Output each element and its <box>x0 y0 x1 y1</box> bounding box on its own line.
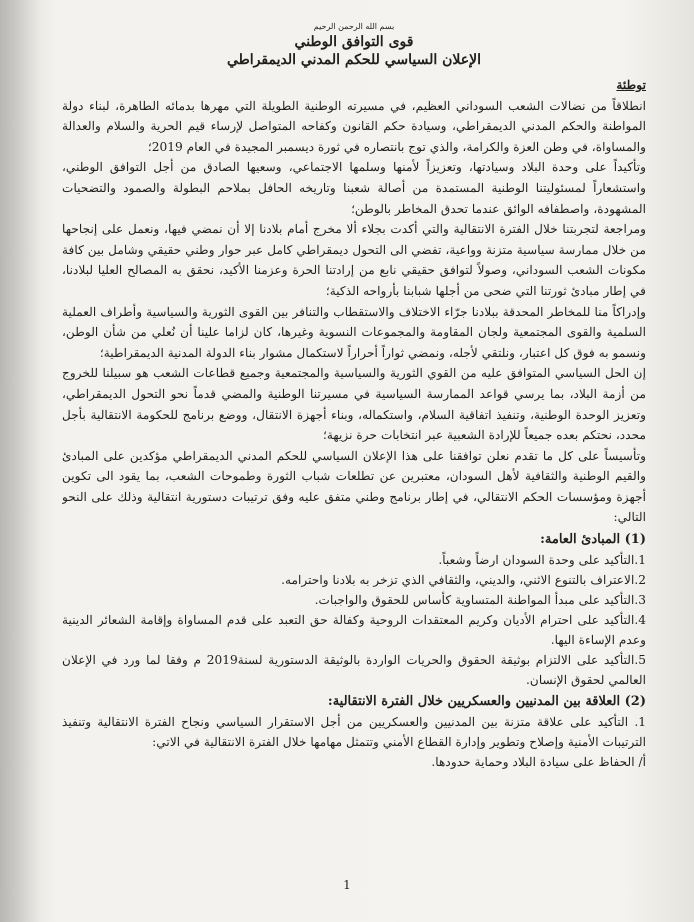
paragraph-4: وإدراكاً منا للمخاطر المحدقة ببلادنا جرّاء الاختلاف والاستقطاب والتنافر بين القوى الثورية والسياسية وأطراف العملية السلمية والقوى المجتمعية ولجان المقاومة والمجموعات النسوية وغيرها، كان لزاما علينا أن نُعلي من شأن الوطن، ونسمو به فوق كل اعتبار، ونلتقي لأجله، ونمضي ثواراً أحراراً لاستكمال مشوار بناء الدولة المدنية الديمقراطية؛ <box>62 304 646 360</box>
basmala: بسم الله الرحمن الرحيم <box>313 22 395 31</box>
document-title: قوى التوافق الوطني <box>294 34 414 50</box>
section-2-item: أ/ الحفاظ على سيادة البلاد وحماية حدودها. <box>431 755 646 770</box>
intro-label: توطئة <box>616 78 646 92</box>
section-1-item: 5.التأكيد على الالتزام بوثيقة الحقوق والحريات الواردة بالوثيقة الدستورية لسنة2019 م وفقا لما ورد في الإعلان العالمي لحقوق الإنسان. <box>62 653 646 688</box>
paragraph-3: ومراجعة لتجربتنا خلال الفترة الانتقالية والتي أكدت بجلاء ألا مخرج أمام بلادنا إلا أن نمضي فيها، ونعمل على إنجاحها من خلال ممارسة سياسية متزنة وواعية، تفضي الى التحول ديمقراطي كامل عبر حوار وطني حقيقي وشامل بين كافة مكونات الشعب السوداني، وصولاً لتوافق حقيقي نابع من إرادتنا الحرة وعزمنا الأكيد، نحقق به المصالح العليا لبلادنا، في إطار مبادئ ثورتنا التي ضحى من أجلها شبابنا بأرواحه الذكية؛ <box>62 222 646 298</box>
section-2-item: 1. التأكيد على علاقة متزنة بين المدنيين والعسكريين من أجل الاستقرار السياسي ونجاح الفترة الانتقالية وتنفيذ الترتيبات الأمنية وإصلاح وتطوير وإدارة القطاع الأمني وتتمثل مهامها خلال الفترة الانتقالية في الاتي: <box>62 715 646 750</box>
section-1-item: 2.الاعتراف بالتنوع الاثني، والديني، والثقافي الذي تزخر به بلادنا واحترامه. <box>281 573 646 588</box>
section-1-heading: (1) المبادئ العامة: <box>540 532 646 548</box>
section-1-item: 4.التأكيد على احترام الأديان وكريم المعتقدات الروحية وكفالة حق التعبد على قدم المساواة وإقامة الشعائر الدينية وعدم الإساءة اليها. <box>62 613 646 648</box>
paragraph-5: إن الحل السياسي المتوافق عليه من القوي الثورية والسياسية والمجتمعية وجميع قطاعات الشعب هو سبيلنا للخروج من أزمة البلاد، بما يرسي قواعد الممارسة السياسية في مسيرتنا الوطنية والمضي قدماً نحو التحول الديمقراطي، وتعزيز الوحدة الوطنية، وتنفيذ اتفاقية السلام، واستكماله، وبناء أجهزة الانتقال، ووضع برنامج للحكومة الانتقالية بأجل محدد، نحتكم بعده جميعاً للإرادة الشعبية عبر انتخابات حرة نزيهة؛ <box>62 366 646 443</box>
paragraph-6: وتأسيساً على كل ما تقدم نعلن توافقنا على هذا الإعلان السياسي للحكم المدني الديمقراطي مؤكدين على المبادئ والقيم الوطنية والثقافية لأهل السودان، معتبرين عن تطلعات شباب الثورة وطموحات الشعب، بما يقود الى تكوين أجهزة ومؤسسات الحكم الانتقالي، في إطار برنامج وطني متفق عليه وفق ترتيبات دستورية انتقالية وذلك على النحو التالي: <box>62 448 646 525</box>
section-1-item: 1.التأكيد على وحدة السودان ارضاً وشعباً. <box>438 553 646 568</box>
document-content <box>62 22 646 892</box>
section-2-heading: (2) العلاقة بين المدنيين والعسكريين خلال الفترة الانتقالية: <box>327 694 646 710</box>
paragraph-2: وتأكيداً على وحدة البلاد وسيادتها، وتعزيزاً لأمنها وسلمها الاجتماعي، وسعيها الصادق من أجل التوافق الوطني، واستشعاراً لمسئوليتنا الوطنية المستمدة من أصالة شعبنا وتاريخه الحافل بملاحم البطولة والصمود والتضحيات المشهودة، واصطفافه الوائق عندما تحدق المخاطر بالوطن؛ <box>62 160 646 216</box>
paragraph-1 <box>62 75 646 157</box>
document-subtitle: الإعلان السياسي للحكم المدني الديمقراطي <box>226 52 482 68</box>
page-shadow <box>0 0 40 922</box>
page-number: 1 <box>343 878 351 892</box>
section-1-item: 3.التأكيد على مبدأ المواطنة المتساوية كأساس للحقوق والواجبات. <box>314 593 646 608</box>
paragraph-text: انطلاقاً من نضالات الشعب السوداني العظيم، في مسيرته الوطنية الطويلة التي مهرها بدمائه الطاهرة، لبناء دولة المواطنة والحكم المدني الديمقراطي، وسيادة حكم القانون وكفاحه المتواصل لإرساء قيم الحرية والسلام والعدالة والمساواة، في وطن العزة والكرامة، والذي توج بانتصاره في ثورة ديسمبر المجيدة في العام 2019؛ <box>62 98 646 154</box>
